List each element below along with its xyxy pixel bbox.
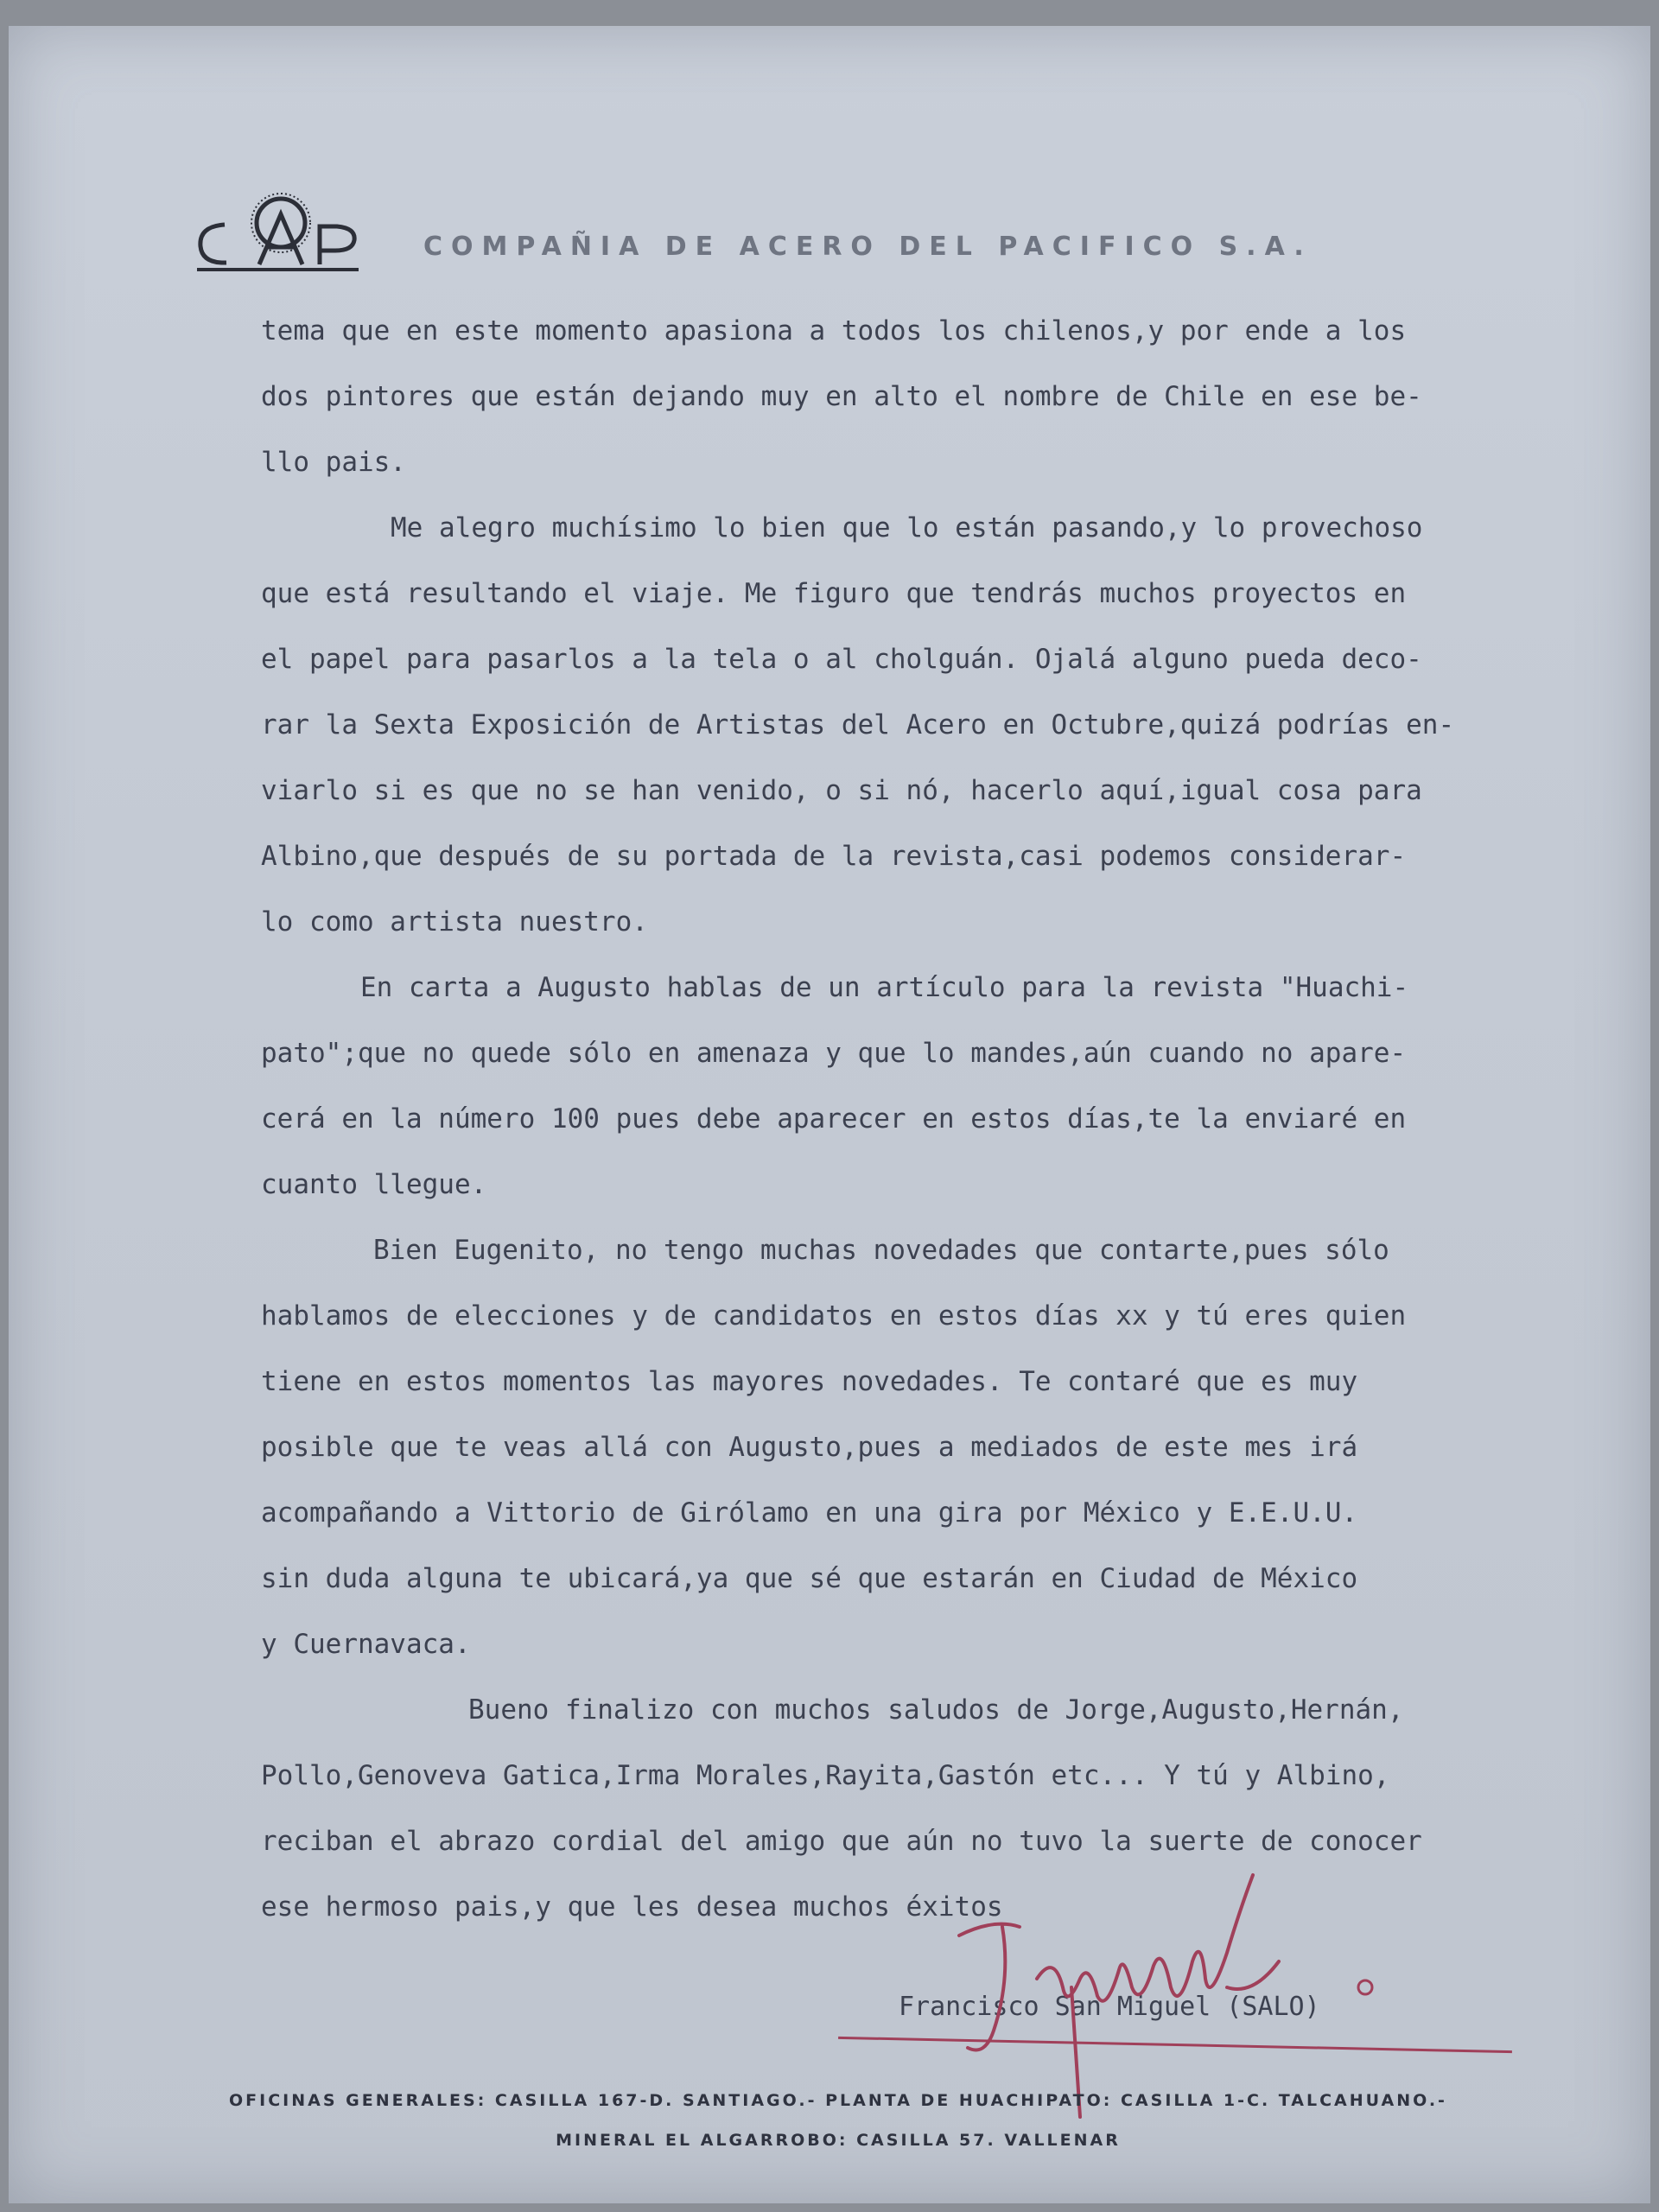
text-line: dos pintores que están dejando muy en alto el nombre de Chile en ese be- — [261, 381, 1422, 412]
text-line: llo pais. — [261, 447, 406, 478]
text-line: lo como artista nuestro. — [261, 906, 648, 938]
text-line: acompañando a Vittorio de Girólamo en una gira por México y E.E.U.U. — [261, 1497, 1358, 1529]
text-line: pato";que no quede sólo en amenaza y que lo mandes,aún cuando no apare- — [261, 1038, 1407, 1069]
text-line: reciban el abrazo cordial del amigo que aún no tuvo la suerte de conocer — [261, 1826, 1422, 1857]
signer-name: Francisco San Miguel (SALO) — [899, 1992, 1320, 2022]
company-name: COMPAÑIA DE ACERO DEL PACIFICO S.A. — [423, 232, 1313, 262]
text-line: hablamos de elecciones y de candidatos en estos días xx y tú eres quien — [261, 1300, 1407, 1332]
text-line: Bueno finalizo con muchos saludos de Jorge,Augusto,Hernán, — [468, 1694, 1404, 1726]
text-line: En carta a Augusto hablas de un artículo para la revista "Huachi- — [360, 972, 1409, 1003]
text-line: ese hermoso pais,y que les desea muchos éxitos — [261, 1891, 1003, 1923]
cap-logo — [190, 190, 372, 276]
text-line: y Cuernavaca. — [261, 1629, 471, 1660]
letterhead-footer — [190, 2091, 1486, 2171]
letter-body — [261, 298, 1522, 1940]
text-line: cuanto llegue. — [261, 1169, 487, 1200]
text-line: cerá en la número 100 pues debe aparecer en estos días,te la enviaré en — [261, 1103, 1407, 1135]
text-line: Me alegro muchísimo lo bien que lo están pasando,y lo provechoso — [391, 512, 1423, 543]
text-line: tiene en estos momentos las mayores novedades. Te contaré que es muy — [261, 1366, 1358, 1397]
text-line: Pollo,Genoveva Gatica,Irma Morales,Rayita,Gastón etc... Y tú y Albino, — [261, 1760, 1390, 1791]
footer-address-line: OFICINAS GENERALES: CASILLA 167-D. SANTIAGO.- PLANTA DE HUACHIPATO: CASILLA 1-C. TALCAHUANO.- — [229, 2091, 1447, 2110]
footer-address-line: MINERAL EL ALGARROBO: CASILLA 57. VALLENAR — [556, 2131, 1121, 2150]
text-line: Bien Eugenito, no tengo muchas novedades que contarte,pues sólo — [373, 1235, 1389, 1266]
text-line: tema que en este momento apasiona a todos los chilenos,y por ende a los — [261, 315, 1407, 346]
text-line: que está resultando el viaje. Me figuro que tendrás muchos proyectos en — [261, 578, 1407, 609]
letter-sheet — [9, 26, 1650, 2203]
text-line: el papel para pasarlos a la tela o al cholguán. Ojalá alguno pueda deco- — [261, 644, 1422, 675]
letterhead — [190, 190, 1486, 276]
text-line: rar la Sexta Exposición de Artistas del Acero en Octubre,quizá podrías en- — [261, 709, 1455, 741]
text-line: Albino,que después de su portada de la revista,casi podemos considerar- — [261, 841, 1407, 872]
text-line: viarlo si es que no se han venido, o si nó, hacerlo aquí,igual cosa para — [261, 775, 1422, 806]
text-line: posible que te veas allá con Augusto,pues a mediados de este mes irá — [261, 1432, 1358, 1463]
text-line: sin duda alguna te ubicará,ya que sé que estarán en Ciudad de México — [261, 1563, 1358, 1594]
